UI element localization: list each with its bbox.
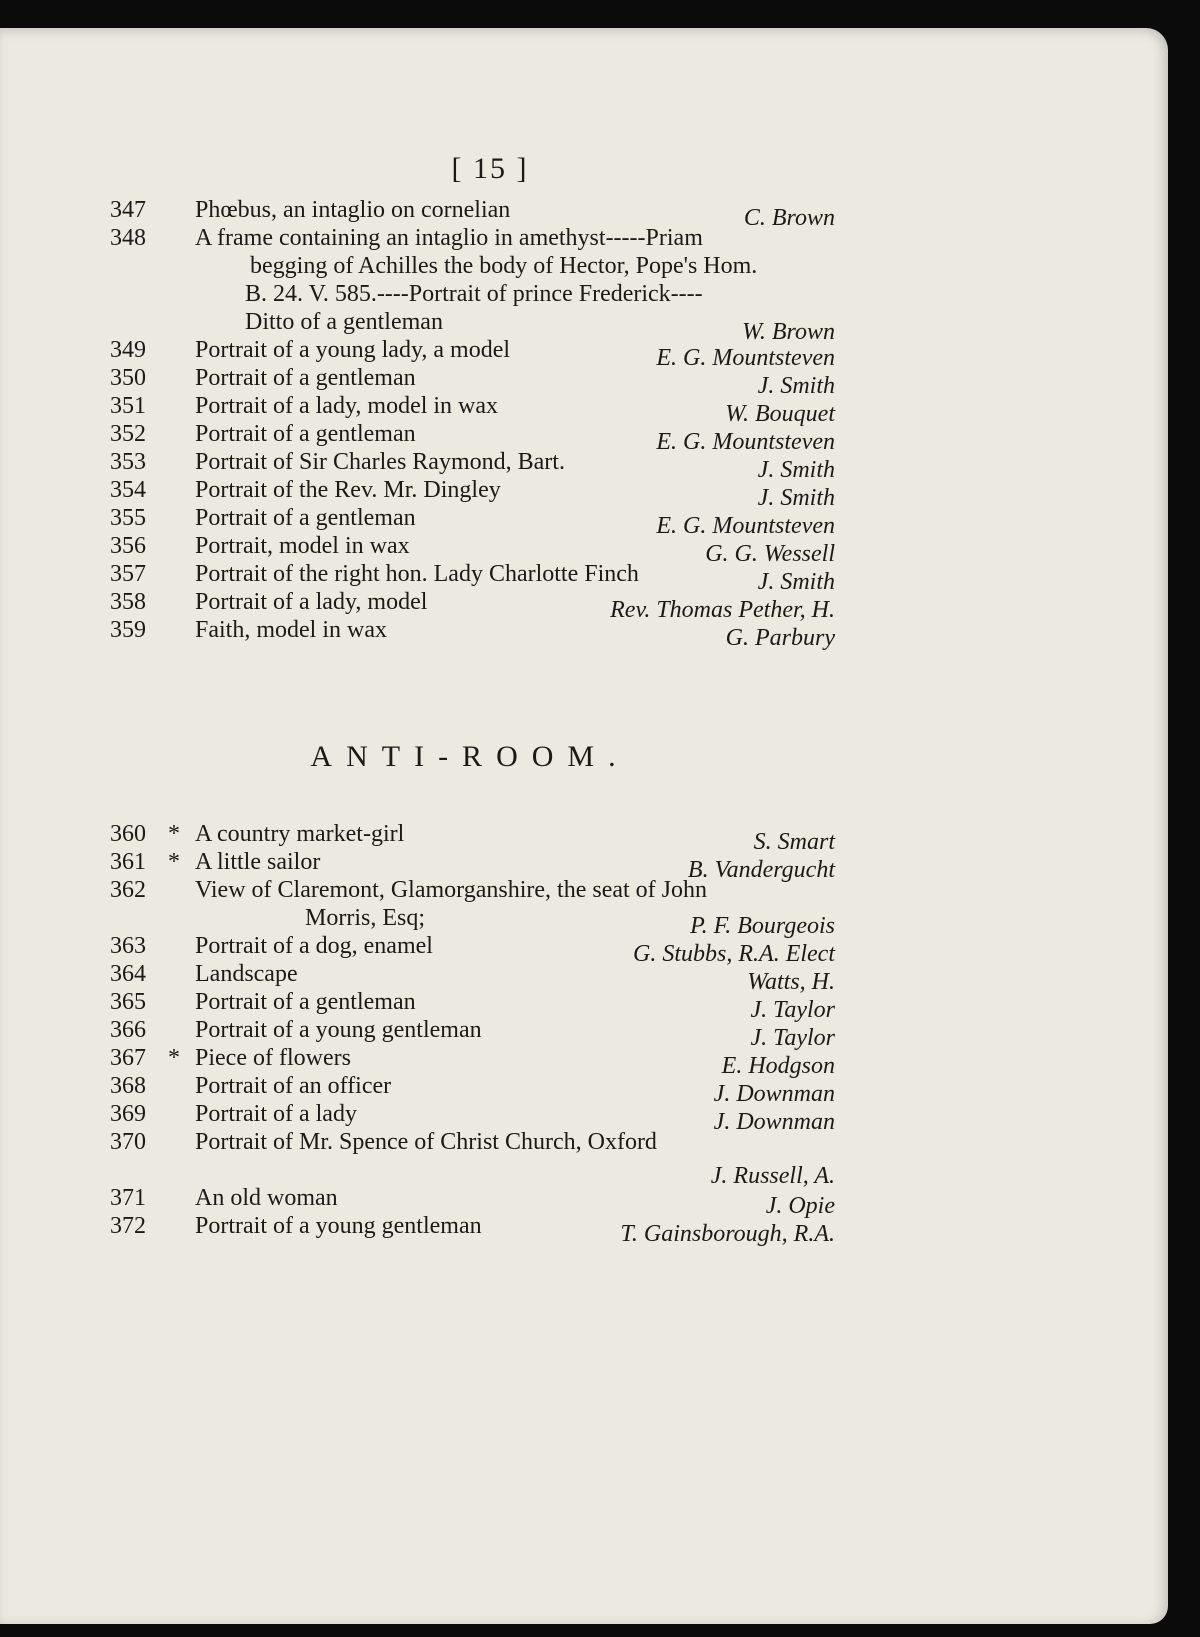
entry-row: [110, 848, 835, 883]
entry-title: Portrait of a gentleman: [195, 505, 416, 531]
entry-number: 359: [110, 617, 146, 643]
entry-artist: E. G. Mountsteven: [656, 513, 835, 539]
entry-number: 358: [110, 589, 146, 615]
entry-artist: C. Brown: [743, 205, 835, 231]
entry-row: [110, 1044, 835, 1079]
entry-row: [110, 224, 835, 252]
entry-348-continuation: [110, 252, 835, 345]
entry-artist: J. Smith: [757, 569, 835, 595]
section-title-anti-room: ANTI-ROOM.: [310, 740, 630, 773]
entry-title: Portrait of Sir Charles Raymond, Bart.: [195, 449, 565, 475]
entry-title: Portrait of an officer: [195, 1073, 392, 1099]
entry-370-artist-line: [110, 1156, 835, 1189]
entry-artist: E. Hodgson: [721, 1053, 835, 1079]
entry-row: [110, 196, 835, 231]
entry-artist: E. G. Mountsteven: [656, 429, 835, 455]
entry-title: Piece of flowers: [195, 1045, 351, 1071]
entry-title: Portrait of a gentleman: [195, 989, 416, 1015]
entry-title: Portrait, model in wax: [195, 533, 410, 559]
page-number: [ 15 ]: [451, 152, 529, 185]
entry-artist: J. Smith: [757, 457, 835, 483]
entry-row: [110, 616, 835, 651]
entry-row: [110, 560, 835, 595]
asterisk-mark: *: [168, 1045, 180, 1071]
catalogue-page: [0, 28, 1168, 1624]
entry-title: Landscape: [195, 961, 298, 987]
entry-artist: W. Bouquet: [725, 401, 835, 427]
entry-title: Portrait of a lady, model in wax: [195, 393, 499, 419]
entry-number: 364: [110, 961, 146, 987]
entry-artist: P. F. Bourgeois: [690, 913, 835, 939]
entry-number: 351: [110, 393, 146, 419]
entry-row: [110, 820, 835, 855]
entry-title: Portrait of a young lady, a model: [195, 337, 511, 363]
entry-title: Portrait of Mr. Spence of Christ Church, Oxford: [195, 1129, 657, 1155]
entry-row: [110, 1212, 835, 1247]
entry-row: [110, 420, 835, 455]
entry-title: Portrait of the right hon. Lady Charlotte Finch: [195, 561, 639, 587]
entry-row: [110, 532, 835, 567]
entry-number: 350: [110, 365, 146, 391]
entry-number: 347: [110, 197, 146, 223]
entry-title: An old woman: [195, 1185, 338, 1211]
entry-number: 367: [110, 1045, 146, 1071]
entry-artist: J. Opie: [765, 1193, 835, 1219]
entry-number: 352: [110, 421, 146, 447]
entry-title: Portrait of a lady: [195, 1101, 357, 1127]
entry-number: 371: [110, 1185, 146, 1211]
entry-artist: J. Russell, A.: [710, 1163, 835, 1189]
entry-row: [110, 1128, 835, 1156]
entry-number: 366: [110, 1017, 146, 1043]
entry-number: 361: [110, 849, 146, 875]
entries-section-a: [110, 196, 835, 651]
entry-row: [110, 932, 835, 967]
entry-artist: J. Smith: [757, 485, 835, 511]
entry-artist: J. Downman: [713, 1081, 835, 1107]
entry-row: [110, 336, 835, 371]
entry-number: 353: [110, 449, 146, 475]
entry-title: Portrait of a young gentleman: [195, 1213, 482, 1239]
entry-artist: J. Smith: [757, 373, 835, 399]
entry-number: 360: [110, 821, 146, 847]
entry-title: Phœbus, an intaglio on cornelian: [195, 197, 511, 223]
entry-artist: S. Smart: [753, 829, 835, 855]
entry-number: 362: [110, 877, 146, 903]
entry-row: [110, 1072, 835, 1107]
entry-artist: J. Taylor: [750, 1025, 835, 1051]
entry-artist: G. Stubbs, R.A. Elect: [633, 941, 835, 967]
entry-artist: Watts, H.: [747, 969, 835, 995]
entry-title: Portrait of a gentleman: [195, 365, 416, 391]
entry-number: 365: [110, 989, 146, 1015]
entry-row: [110, 876, 835, 904]
entry-row: [110, 988, 835, 1023]
continuation-line: B. 24. V. 585.----Portrait of prince Frederick----: [245, 281, 703, 307]
entry-number: 355: [110, 505, 146, 531]
entry-row: [110, 588, 835, 623]
entry-artist: G. G. Wessell: [705, 541, 835, 567]
entry-row: [110, 1100, 835, 1135]
entry-row: [110, 504, 835, 539]
entry-row: [110, 1184, 835, 1219]
entry-row: [110, 364, 835, 399]
entry-row: [110, 392, 835, 427]
entry-number: 363: [110, 933, 146, 959]
entry-number: 349: [110, 337, 146, 363]
entry-artist: T. Gainsborough, R.A.: [620, 1221, 835, 1247]
entry-artist: W. Brown: [742, 319, 835, 345]
entry-number: 348: [110, 225, 146, 251]
entry-row: [110, 960, 835, 995]
entry-row: [110, 476, 835, 511]
entries-section-b: [110, 820, 835, 1247]
entry-title: Portrait of a lady, model: [195, 589, 428, 615]
entry-number: 369: [110, 1101, 146, 1127]
asterisk-mark: *: [168, 821, 180, 847]
continuation-line: Ditto of a gentleman: [245, 309, 443, 335]
entry-number: 357: [110, 561, 146, 587]
entry-title: Portrait of a gentleman: [195, 421, 416, 447]
entry-number: 356: [110, 533, 146, 559]
entry-title: Faith, model in wax: [195, 617, 387, 643]
entry-artist: Rev. Thomas Pether, H.: [610, 597, 835, 623]
entry-number: 368: [110, 1073, 146, 1099]
entry-row: [110, 1016, 835, 1051]
entry-artist: B. Vandergucht: [687, 857, 835, 883]
entry-artist: E. G. Mountsteven: [656, 345, 835, 371]
continuation-line: begging of Achilles the body of Hector, Pope's Hom.: [250, 253, 758, 279]
asterisk-mark: *: [168, 849, 180, 875]
entry-title: A frame containing an intaglio in amethyst-----Priam: [195, 225, 703, 251]
entry-number: 354: [110, 477, 146, 503]
continuation-line: Morris, Esq;: [305, 905, 425, 931]
entry-title: Portrait of a young gentleman: [195, 1017, 482, 1043]
entry-number: 372: [110, 1213, 146, 1239]
entry-row: [110, 448, 835, 483]
entry-artist: J. Downman: [713, 1109, 835, 1135]
entry-artist: G. Parbury: [725, 625, 835, 651]
entry-362-continuation: [110, 904, 835, 939]
entry-artist: J. Taylor: [750, 997, 835, 1023]
entry-title: View of Claremont, Glamorganshire, the seat of John: [195, 877, 707, 903]
entry-title: Portrait of the Rev. Mr. Dingley: [195, 477, 501, 503]
entry-title: A country market-girl: [195, 821, 405, 847]
entry-title: Portrait of a dog, enamel: [195, 933, 433, 959]
entry-number: 370: [110, 1129, 146, 1155]
entry-title: A little sailor: [195, 849, 321, 875]
